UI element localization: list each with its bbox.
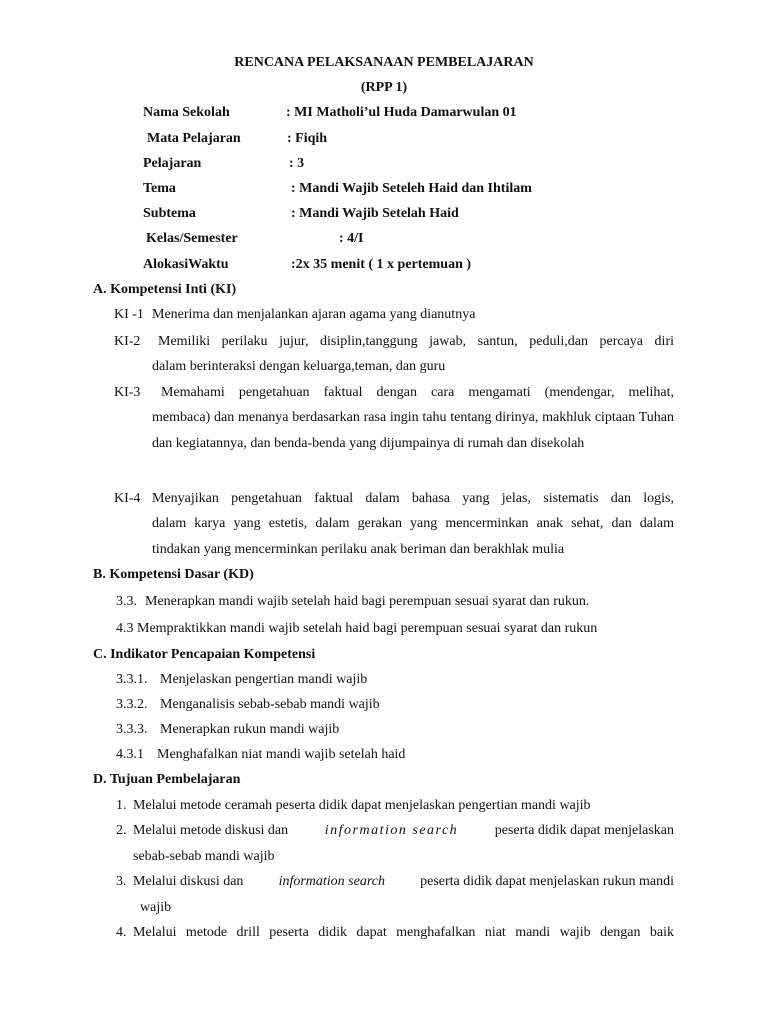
identity-label: Pelajaran xyxy=(143,156,202,171)
ki-text: dalam berinteraksi dengan keluarga,teman, dan guru xyxy=(152,359,446,374)
indicator-code: 3.3.2. xyxy=(116,697,148,712)
identity-label: Tema xyxy=(143,181,176,196)
objective-text-rest: wajib xyxy=(140,900,172,915)
ki-text: membaca) dan menanya berdasarkan rasa ingin tahu tentang dirinya, makhluk ciptaan Tuhan dan kegiatannya, dan benda-benda yang dijumpainya di rumah dan disekolah xyxy=(152,410,674,451)
objective-text-post: peserta didik dapat menjelaskan rukun mandi xyxy=(420,874,674,889)
objective-code: 4. xyxy=(116,925,127,940)
indicator-text: Menghafalkan niat mandi wajib setelah haid xyxy=(157,747,406,762)
objective-text-italic: information search xyxy=(278,874,385,889)
objective-text: Melalui metode ceramah peserta didik dapat menjelaskan pengertian mandi wajib xyxy=(133,798,591,813)
ki-text-line1: Memahami pengetahuan faktual dengan cara mengamati (mendengar, melihat, xyxy=(161,385,674,400)
identity-label: Subtema xyxy=(143,206,196,221)
objective-text-pre: Melalui diskusi dan xyxy=(133,874,244,889)
document-title: RENCANA PELAKSANAAN PEMBELAJARAN xyxy=(234,55,534,70)
identity-value: : Mandi Wajib Seteleh Haid dan Ihtilam xyxy=(291,181,532,196)
objective-text-rest: sebab-sebab mandi wajib xyxy=(133,849,275,864)
ki-text-line1: Memiliki perilaku jujur, disiplin,tanggung jawab, santun, peduli,dan percaya diri xyxy=(158,334,674,349)
identity-label: Nama Sekolah xyxy=(143,105,230,120)
ki-text: dalam karya yang estetis, dalam gerakan yang mencerminkan anak sehat, dan dalam tindakan yang mencerminkan perilaku anak beriman dan berakhlak mulia xyxy=(152,516,674,557)
ki-code: KI-2 xyxy=(114,334,141,349)
indicator-text: Menjelaskan pengertian mandi wajib xyxy=(160,672,368,687)
section-heading-a: A. Kompetensi Inti (KI) xyxy=(93,282,237,297)
objective-text-italic: information search xyxy=(324,823,459,838)
objective-text: Melalui metode drill peserta didik dapat menghafalkan niat mandi wajib dengan baik xyxy=(133,925,674,940)
ki-code: KI -1 xyxy=(114,307,144,322)
identity-value: : Fiqih xyxy=(287,131,328,146)
indicator-text: Menerapkan rukun mandi wajib xyxy=(160,722,340,737)
section-heading-b: B. Kompetensi Dasar (KD) xyxy=(93,567,254,582)
indicator-text: Menganalisis sebab-sebab mandi wajib xyxy=(160,697,380,712)
ki-text-line1: Menyajikan pengetahuan faktual dalam bahasa yang jelas, sistematis dan logis, xyxy=(152,491,674,506)
kd-text: Menerapkan mandi wajib setelah haid bagi perempuan sesuai syarat dan rukun. xyxy=(145,594,590,609)
ki-code: KI-4 xyxy=(114,491,141,506)
section-heading-c: C. Indikator Pencapaian Kompetensi xyxy=(93,647,316,662)
objective-code: 1. xyxy=(116,798,127,813)
document-subtitle: (RPP 1) xyxy=(360,80,408,95)
identity-value: : 3 xyxy=(289,156,305,171)
identity-label: AlokasiWaktu xyxy=(143,257,229,272)
section-heading-d: D. Tujuan Pembelajaran xyxy=(93,772,241,787)
identity-value: : MI Matholi’ul Huda Damarwulan 01 xyxy=(286,105,517,120)
objective-text-line1 xyxy=(133,875,674,889)
kd-code: 4.3 xyxy=(116,621,134,636)
identity-value: : 4/I xyxy=(339,231,364,246)
identity-value: : Mandi Wajib Setelah Haid xyxy=(291,206,459,221)
indicator-code: 3.3.3. xyxy=(116,722,148,737)
objective-code: 3. xyxy=(116,874,127,889)
objective-text-line1 xyxy=(133,824,674,838)
identity-label: Mata Pelajaran xyxy=(147,131,241,146)
objective-code: 2. xyxy=(116,823,127,838)
identity-value: :2x 35 menit ( 1 x pertemuan ) xyxy=(291,257,472,272)
kd-code: 3.3. xyxy=(116,594,137,609)
indicator-code: 3.3.1. xyxy=(116,672,148,687)
kd-text: Mempraktikkan mandi wajib setelah haid bagi perempuan sesuai syarat dan rukun xyxy=(137,621,598,636)
ki-text: Menerima dan menjalankan ajaran agama yang dianutnya xyxy=(152,307,476,322)
ki-code: KI-3 xyxy=(114,385,141,400)
identity-label: Kelas/Semester xyxy=(146,231,238,246)
objective-text-pre: Melalui metode diskusi dan xyxy=(133,823,289,838)
objective-text-post: peserta didik dapat menjelaskan xyxy=(494,823,674,838)
indicator-code: 4.3.1 xyxy=(116,747,144,762)
